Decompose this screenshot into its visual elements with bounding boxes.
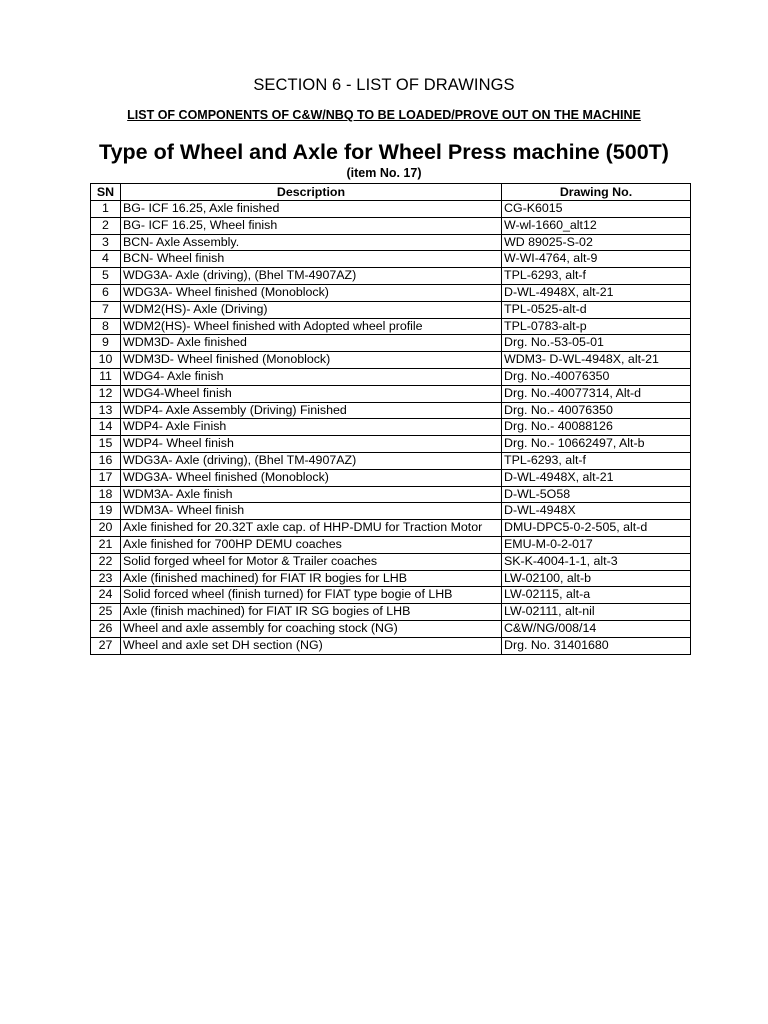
description-cell: WDM2(HS)- Wheel finished with Adopted wheel profile <box>121 318 502 335</box>
table-row <box>91 385 691 402</box>
drawing-no-cell: TPL-0783-alt-p <box>502 318 691 335</box>
drawing-no-cell: LW-02111, alt-nil <box>502 604 691 621</box>
drawing-no-cell: Drg. No.- 40076350 <box>502 402 691 419</box>
drawing-no-cell: SK-K-4004-1-1, alt-3 <box>502 553 691 570</box>
sn-cell: 23 <box>91 570 121 587</box>
table-row <box>91 318 691 335</box>
table-row <box>91 251 691 268</box>
drawing-no-cell: WDM3- D-WL-4948X, alt-21 <box>502 352 691 369</box>
drawings-table <box>90 183 691 655</box>
table-row <box>91 604 691 621</box>
table-row <box>91 284 691 301</box>
table-row <box>91 553 691 570</box>
sn-cell: 5 <box>91 268 121 285</box>
description-cell: WDG3A- Axle (driving), (Bhel TM-4907AZ) <box>121 452 502 469</box>
table-row <box>91 620 691 637</box>
description-cell: Solid forced wheel (finish turned) for FIAT type bogie of LHB <box>121 587 502 604</box>
table-row <box>91 469 691 486</box>
description-cell: WDG4- Axle finish <box>121 368 502 385</box>
table-row <box>91 335 691 352</box>
description-cell: BG- ICF 16.25, Axle finished <box>121 201 502 218</box>
sn-cell: 12 <box>91 385 121 402</box>
drawing-no-cell: D-WL-4948X <box>502 503 691 520</box>
description-cell: WDG3A- Axle (driving), (Bhel TM-4907AZ) <box>121 268 502 285</box>
components-subtitle: LIST OF COMPONENTS OF C&W/NBQ TO BE LOADED/PROVE OUT ON THE MACHINE <box>127 108 641 122</box>
sn-cell: 16 <box>91 452 121 469</box>
table-row <box>91 419 691 436</box>
sn-cell: 26 <box>91 620 121 637</box>
description-cell: WDG4-Wheel finish <box>121 385 502 402</box>
table-body <box>91 201 691 655</box>
drawing-no-cell: D-WL-4948X, alt-21 <box>502 469 691 486</box>
sn-cell: 8 <box>91 318 121 335</box>
description-cell: WDM2(HS)- Axle (Driving) <box>121 301 502 318</box>
description-cell: BCN- Axle Assembly. <box>121 234 502 251</box>
sn-cell: 15 <box>91 436 121 453</box>
sn-cell: 17 <box>91 469 121 486</box>
sn-cell: 20 <box>91 520 121 537</box>
drawing-no-cell: W-wl-1660_alt12 <box>502 217 691 234</box>
item-number: (item No. 17) <box>346 166 422 180</box>
table-row <box>91 503 691 520</box>
description-cell: WDP4- Axle Assembly (Driving) Finished <box>121 402 502 419</box>
sn-cell: 7 <box>91 301 121 318</box>
drawing-no-cell: TPL-6293, alt-f <box>502 268 691 285</box>
description-cell: BCN- Wheel finish <box>121 251 502 268</box>
table-row <box>91 402 691 419</box>
description-cell: WDM3D- Wheel finished (Monoblock) <box>121 352 502 369</box>
table-row <box>91 520 691 537</box>
description-cell: BG- ICF 16.25, Wheel finish <box>121 217 502 234</box>
description-cell: Axle finished for 700HP DEMU coaches <box>121 536 502 553</box>
drawing-no-cell: D-WL-5O58 <box>502 486 691 503</box>
description-cell: Axle finished for 20.32T axle cap. of HHP-DMU for Traction Motor <box>121 520 502 537</box>
description-cell: WDP4- Axle Finish <box>121 419 502 436</box>
description-cell: WDG3A- Wheel finished (Monoblock) <box>121 469 502 486</box>
drawing-no-cell: DMU-DPC5-0-2-505, alt-d <box>502 520 691 537</box>
table-row <box>91 452 691 469</box>
sn-cell: 9 <box>91 335 121 352</box>
description-cell: WDM3A- Wheel finish <box>121 503 502 520</box>
table-row <box>91 352 691 369</box>
sn-cell: 18 <box>91 486 121 503</box>
description-cell: WDG3A- Wheel finished (Monoblock) <box>121 284 502 301</box>
table-row <box>91 301 691 318</box>
sn-cell: 6 <box>91 284 121 301</box>
table-row <box>91 268 691 285</box>
table-row <box>91 486 691 503</box>
sn-cell: 10 <box>91 352 121 369</box>
table-row <box>91 637 691 654</box>
table-row <box>91 570 691 587</box>
sn-cell: 11 <box>91 368 121 385</box>
table-row <box>91 536 691 553</box>
drawing-no-cell: TPL-0525-alt-d <box>502 301 691 318</box>
column-header-drawing-no: Drawing No. <box>502 184 691 201</box>
drawing-no-cell: LW-02100, alt-b <box>502 570 691 587</box>
drawing-no-cell: Drg. No.- 40088126 <box>502 419 691 436</box>
drawing-no-cell: D-WL-4948X, alt-21 <box>502 284 691 301</box>
sn-cell: 21 <box>91 536 121 553</box>
description-cell: Wheel and axle set DH section (NG) <box>121 637 502 654</box>
drawing-no-cell: C&W/NG/008/14 <box>502 620 691 637</box>
section-title: SECTION 6 - LIST OF DRAWINGS <box>253 76 515 94</box>
description-cell: Axle (finish machined) for FIAT IR SG bogies of LHB <box>121 604 502 621</box>
sn-cell: 27 <box>91 637 121 654</box>
sn-cell: 1 <box>91 201 121 218</box>
drawing-no-cell: TPL-6293, alt-f <box>502 452 691 469</box>
drawing-no-cell: EMU-M-0-2-017 <box>502 536 691 553</box>
sn-cell: 2 <box>91 217 121 234</box>
drawing-no-cell: Drg. No.-40076350 <box>502 368 691 385</box>
sn-cell: 4 <box>91 251 121 268</box>
table-row <box>91 234 691 251</box>
drawing-no-cell: Drg. No.- 10662497, Alt-b <box>502 436 691 453</box>
column-header-description: Description <box>121 184 502 201</box>
drawing-no-cell: Drg. No.-53-05-01 <box>502 335 691 352</box>
description-cell: Solid forged wheel for Motor & Trailer coaches <box>121 553 502 570</box>
table-row <box>91 368 691 385</box>
drawing-no-cell: W-WI-4764, alt-9 <box>502 251 691 268</box>
sn-cell: 14 <box>91 419 121 436</box>
description-cell: WDM3A- Axle finish <box>121 486 502 503</box>
sn-cell: 25 <box>91 604 121 621</box>
description-cell: Axle (finished machined) for FIAT IR bogies for LHB <box>121 570 502 587</box>
sn-cell: 24 <box>91 587 121 604</box>
drawing-no-cell: Drg. No.-40077314, Alt-d <box>502 385 691 402</box>
drawing-no-cell: Drg. No. 31401680 <box>502 637 691 654</box>
table-header-row <box>91 184 691 201</box>
table-row <box>91 436 691 453</box>
main-title: Type of Wheel and Axle for Wheel Press machine (500T) <box>99 140 669 164</box>
description-cell: Wheel and axle assembly for coaching stock (NG) <box>121 620 502 637</box>
sn-cell: 13 <box>91 402 121 419</box>
column-header-sn: SN <box>91 184 121 201</box>
sn-cell: 3 <box>91 234 121 251</box>
description-cell: WDM3D- Axle finished <box>121 335 502 352</box>
drawing-no-cell: LW-02115, alt-a <box>502 587 691 604</box>
table-row <box>91 201 691 218</box>
sn-cell: 19 <box>91 503 121 520</box>
drawing-no-cell: CG-K6015 <box>502 201 691 218</box>
table-row <box>91 587 691 604</box>
sn-cell: 22 <box>91 553 121 570</box>
drawing-no-cell: WD 89025-S-02 <box>502 234 691 251</box>
description-cell: WDP4- Wheel finish <box>121 436 502 453</box>
table-row <box>91 217 691 234</box>
